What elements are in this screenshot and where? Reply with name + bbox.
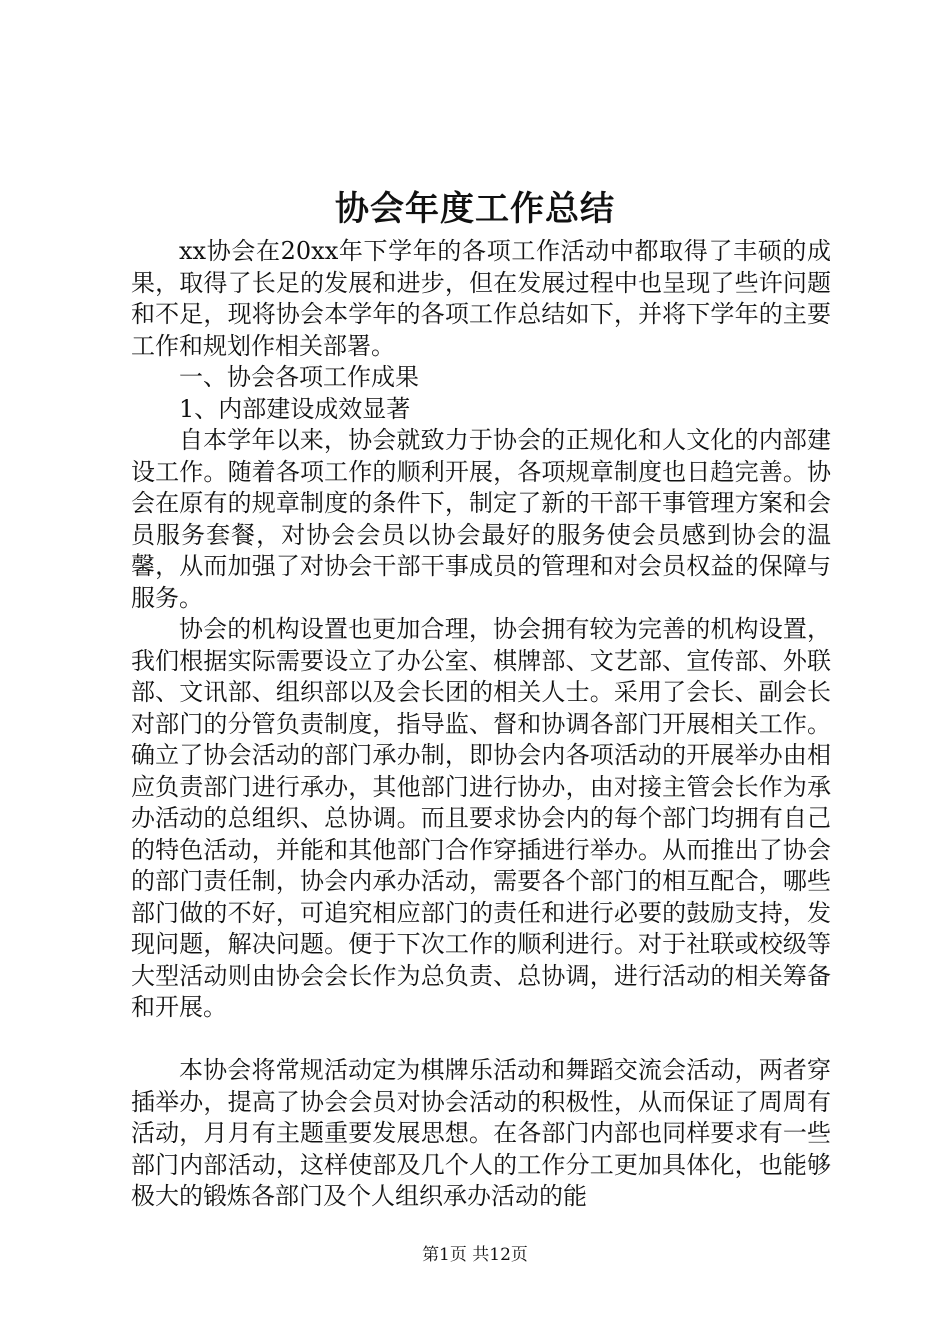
body-paragraph: 自本学年以来，协会就致力于协会的正规化和人文化的内部建设工作。随着各项工作的顺利开展，各项规章制度也日趋完善。协会在原有的规章制度的条件下，制定了新的干部干事管理方案和会员服务套餐，对协会会员以协会最好的服务使会员感到协会的温馨，从而加强了对协会干部干事成员的管理和对会员权益的保障与服务。 [131,426,831,612]
document-title: 协会年度工作总结 [335,189,615,229]
body-paragraph: 协会的机构设置也更加合理，协会拥有较为完善的机构设置，我们根据实际需要设立了办公室、棋牌部、文艺部、宣传部、外联部、文讯部、组织部以及会长团的相关人士。采用了会长、副会长对部门的分管负责制度，指导监、督和协调各部门开展相关工作。确立了协会活动的部门承办制，即协会内各项活动的开展举办由相应负责部门进行承办，其他部门进行协办，由对接主管会长作为承办活动的总组织、总协调。而且要求协会内的每个部门均拥有自己的特色活动，并能和其他部门合作穿插进行举办。从而推出了协会的部门责任制，协会内承办活动，需要各个部门的相互配合，哪些部门做的不好，可追究相应部门的责任和进行必要的鼓励支持，发现问题，解决问题。便于下次工作的顺利进行。对于社联或校级等大型活动则由协会会长作为总负责、总协调，进行活动的相关筹备和开展。 [131,615,831,1021]
document-body [131,236,831,1213]
body-paragraph: 本协会将常规活动定为棋牌乐活动和舞蹈交流会活动，两者穿插举办，提高了协会会员对协会活动的积极性，从而保证了周周有活动，月月有主题重要发展思想。在各部门内部也同样要求有一些部门内部活动，这样使部及几个人的工作分工更加具体化，也能够极大的锻炼各部门及个人组织承办活动的能 [131,1056,831,1210]
subsection-heading: 1、内部建设成效显著 [179,394,411,423]
page-footer: 第1页 共12页 [422,1245,528,1265]
intro-paragraph: xx协会在20xx年下学年的各项工作活动中都取得了丰硕的成果，取得了长足的发展和进步，但在发展过程中也呈现了些许问题和不足，现将协会本学年的各项工作总结如下，并将下学年的主要工作和规划作相关部署。 [131,237,831,360]
section-heading: 一、协会各项工作成果 [179,363,419,391]
